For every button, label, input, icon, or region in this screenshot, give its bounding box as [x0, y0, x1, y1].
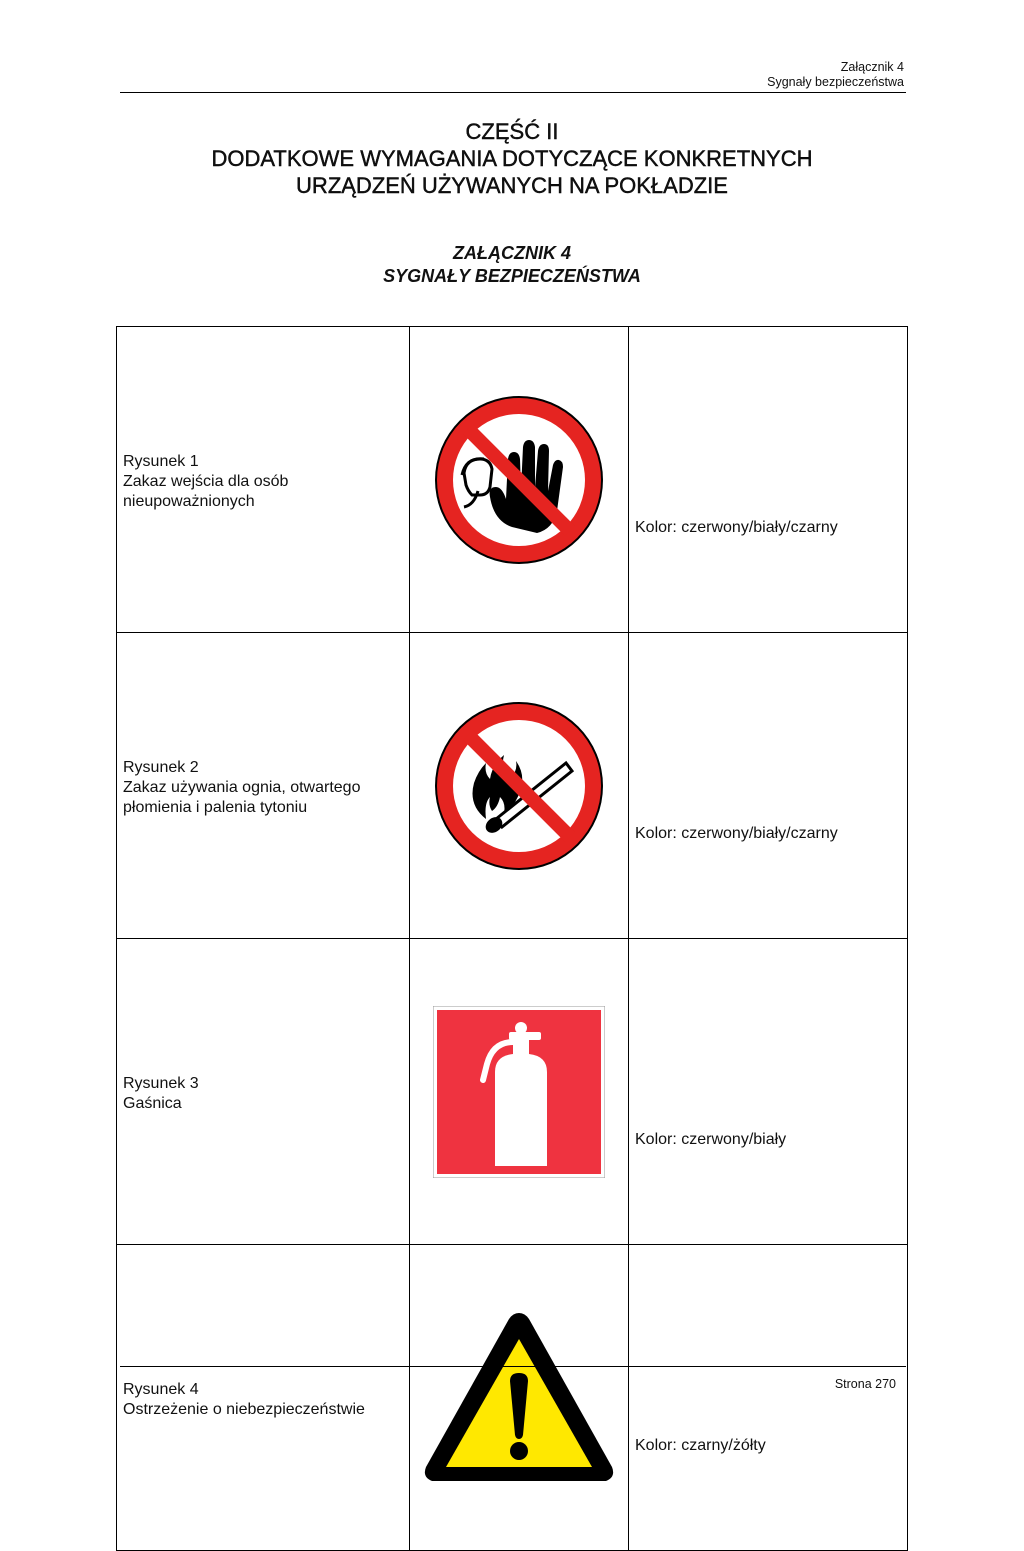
annex-name: SYGNAŁY BEZPIECZEŃSTWA	[383, 266, 641, 286]
figure-label: Rysunek 4	[123, 1380, 199, 1398]
color-info: Kolor: czerwony/biały/czarny	[635, 518, 838, 536]
figure-description: Ostrzeżenie o niebezpieczeństwie	[123, 1400, 365, 1418]
header-topic: Sygnały bezpieczeństwa	[767, 75, 904, 89]
figure-description: nieupoważnionych	[123, 492, 255, 510]
warning-triangle-icon	[420, 1309, 618, 1487]
color-cell	[629, 1245, 908, 1551]
color-cell	[629, 939, 908, 1245]
figure-label: Rysunek 3	[123, 1074, 199, 1092]
header-annex: Załącznik 4	[840, 60, 904, 74]
figure-description: Zakaz wejścia dla osób	[123, 472, 289, 490]
figure-description-cell	[117, 1245, 410, 1551]
title-part: CZĘŚĆ II	[465, 119, 559, 144]
figure-description-cell	[117, 939, 410, 1245]
color-cell	[629, 633, 908, 939]
annex-number: ZAŁĄCZNIK 4	[453, 243, 571, 263]
color-info: Kolor: czarny/żółty	[635, 1436, 766, 1454]
title-line-2: DODATKOWE WYMAGANIA DOTYCZĄCE KONKRETNYCH	[211, 146, 813, 171]
figure-description: Zakaz używania ognia, otwartego	[123, 778, 361, 796]
figure-description: płomienia i palenia tytoniu	[123, 798, 308, 816]
header-rule	[120, 92, 906, 93]
running-header	[767, 60, 904, 90]
page-title	[0, 118, 1024, 199]
sign-cell	[410, 633, 629, 939]
figure-label: Rysunek 2	[123, 758, 199, 776]
no-open-flame-icon	[434, 701, 604, 871]
figure-label: Rysunek 1	[123, 452, 199, 470]
table-row	[117, 939, 908, 1245]
page-number: Strona 270	[834, 1377, 896, 1391]
sign-cell	[410, 939, 629, 1245]
sign-cell	[410, 1245, 629, 1551]
table-row	[117, 327, 908, 633]
fire-extinguisher-icon	[433, 1006, 605, 1178]
color-info: Kolor: czerwony/biały	[635, 1130, 787, 1148]
table-row	[117, 633, 908, 939]
figure-description-cell	[117, 633, 410, 939]
color-cell	[629, 327, 908, 633]
no-entry-hand-icon	[434, 395, 604, 565]
table-row	[117, 1245, 908, 1551]
annex-title	[0, 242, 1024, 288]
signs-table	[116, 326, 908, 1551]
title-line-3: URZĄDZEŃ UŻYWANYCH NA POKŁADZIE	[296, 173, 728, 198]
figure-description: Gaśnica	[123, 1094, 182, 1112]
footer-rule	[120, 1366, 906, 1367]
sign-cell	[410, 327, 629, 633]
color-info: Kolor: czerwony/biały/czarny	[635, 824, 838, 842]
figure-description-cell	[117, 327, 410, 633]
